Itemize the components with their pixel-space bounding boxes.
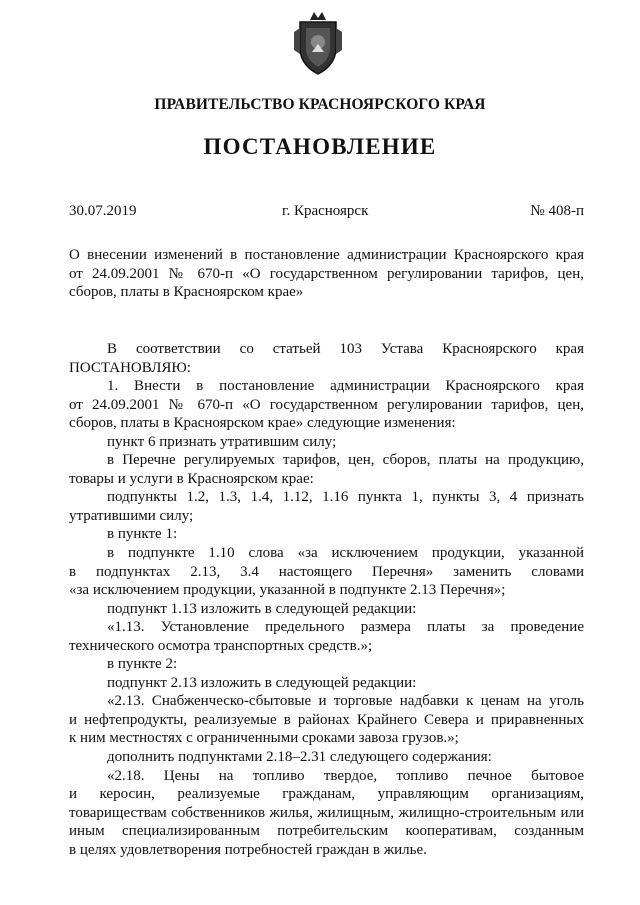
title-line: О внесении изменений в постановление администрации Красноярского края xyxy=(69,247,584,263)
body-line: к ним местностях с ограниченными сроками завоза грузов.»; xyxy=(69,730,459,747)
government-name: ПРАВИТЕЛЬСТВО КРАСНОЯРСКОГО КРАЯ xyxy=(154,96,486,113)
title-line: от 24.09.2001 № 670-п «О государственном регулировании тарифов, цен, xyxy=(69,265,584,282)
document-city: г. Красноярск xyxy=(282,203,369,219)
body-line: товариществам собственников жилья, жилищным, жилищно-строительным или xyxy=(69,804,584,821)
body-line: и керосин, реализуемые гражданам, управляющим организациям, xyxy=(69,786,584,803)
body-line: «1.13. Установление предельного размера платы за проведение xyxy=(107,619,584,636)
document-date: 30.07.2019 xyxy=(69,203,137,219)
body-line: в Перечне регулируемых тарифов, цен, сборов, платы на продукцию, xyxy=(107,452,584,469)
body-line: «2.13. Снабженческо-сбытовые и торговые надбавки к ценам на уголь xyxy=(107,693,584,710)
coat-of-arms-icon xyxy=(292,8,344,76)
body-line: в подпунктах 2.13, 3.4 настоящего Перечня» заменить словами xyxy=(69,563,584,580)
body-line: товары и услуги в Красноярском крае: xyxy=(69,470,314,487)
body-line: сборов, платы в Красноярском крае» следующие изменения: xyxy=(69,415,456,432)
document-title xyxy=(69,246,584,302)
body-line: в пункте 1: xyxy=(107,526,178,543)
body-line: В соответствии со статьей 103 Устава Красноярского края xyxy=(107,341,584,357)
document-number: № 408-п xyxy=(530,203,584,219)
body-line: ПОСТАНОВЛЯЮ: xyxy=(69,359,191,376)
body-line: и нефтепродукты, реализуемые в районах Крайнего Севера и приравненных xyxy=(69,711,584,728)
body-line: «за исключением продукции, указанной в подпункте 2.13 Перечня»; xyxy=(69,582,506,599)
body-line: «2.18. Цены на топливо твердое, топливо печное бытовое xyxy=(107,767,584,784)
body-line: в подпункте 1.10 слова «за исключением продукции, указанной xyxy=(107,545,584,562)
body-line: пункт 6 признать утратившим силу; xyxy=(107,433,337,450)
body-line: технического осмотра транспортных средств.»; xyxy=(69,637,373,654)
body-line: в пункте 2: xyxy=(107,656,178,673)
body-line: дополнить подпунктами 2.18–2.31 следующего содержания: xyxy=(107,749,492,766)
document-body xyxy=(69,340,584,859)
body-line: 1. Внести в постановление администрации Красноярского края xyxy=(107,378,584,395)
body-line: утратившими силу; xyxy=(69,507,194,524)
title-line: сборов, платы в Красноярском крае» xyxy=(69,284,304,301)
body-line: от 24.09.2001 № 670-п «О государственном регулировании тарифов, цен, xyxy=(69,396,584,413)
body-line: иным специализированным потребительским кооперативам, созданным xyxy=(69,823,584,840)
body-line: подпункт 2.13 изложить в следующей редакции: xyxy=(107,674,417,691)
body-line: подпункт 1.13 изложить в следующей редакции: xyxy=(107,600,417,617)
body-line: в целях удовлетворения потребностей граждан в жилье. xyxy=(69,841,427,858)
document-type: ПОСТАНОВЛЕНИЕ xyxy=(203,134,437,159)
body-line: подпункты 1.2, 1.3, 1.4, 1.12, 1.16 пункта 1, пункты 3, 4 признать xyxy=(107,489,584,506)
